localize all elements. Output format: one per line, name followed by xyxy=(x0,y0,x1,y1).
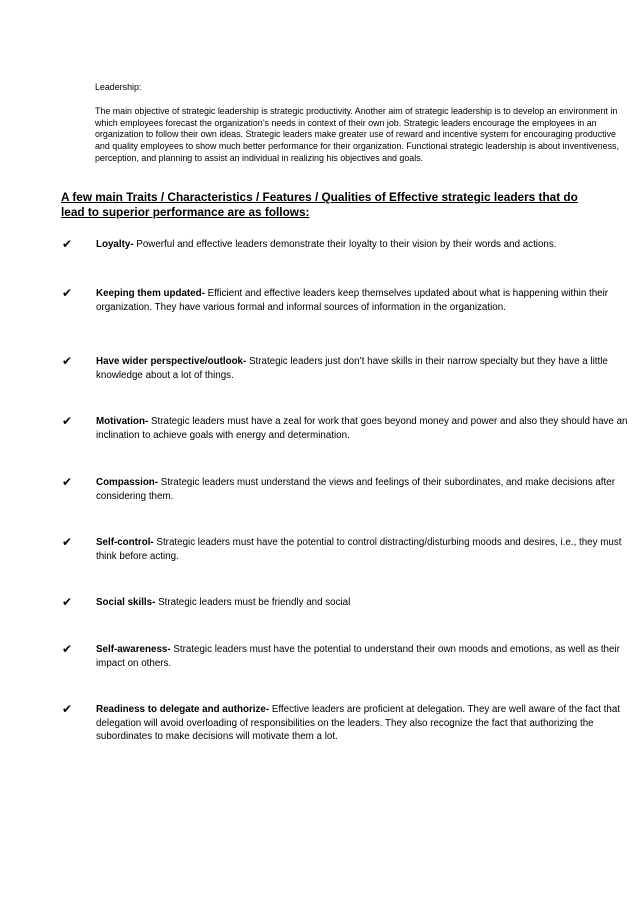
trait-term: Self-control- xyxy=(96,537,154,548)
trait-description: Effective leaders are proficient at delegation. They are well aware of the fact that delegation will avoid overloading of responsibilities on the leaders. They also recognize the fact that authorizing the subordinates to make decisions will motivate them a lot. xyxy=(96,704,621,743)
section-heading: A few main Traits / Characteristics / Features / Qualities of Effective strategic leaders that do lead to superior performance are as follows: xyxy=(61,190,578,219)
trait-term: Readiness to delegate and authorize- xyxy=(96,704,270,715)
trait-description: Powerful and effective leaders demonstrate their loyalty to their vision by their words and actions. xyxy=(133,239,557,250)
trait-term: Social skills- xyxy=(96,597,156,608)
trait-description: Efficient and effective leaders keep themselves updated about what is happening within their organization. They have various formal and informal sources of information in the organization. xyxy=(96,288,609,313)
trait-term: Self-awareness- xyxy=(96,644,171,655)
trait-text xyxy=(96,476,634,503)
check-icon: ✔ xyxy=(62,354,73,368)
trait-text xyxy=(96,415,634,442)
trait-description: Strategic leaders must have the potential to understand their own moods and emotions, as well as their impact on others. xyxy=(96,644,620,669)
trait-item-compassion xyxy=(62,476,634,503)
trait-item-social-skills xyxy=(62,596,634,610)
trait-description: Strategic leaders must have the potential to control distracting/disturbing moods and desires, i.e., they must think before acting. xyxy=(96,537,622,562)
trait-term: Loyalty- xyxy=(96,239,134,250)
trait-item-self-control xyxy=(62,536,634,563)
trait-text xyxy=(96,643,634,670)
trait-item-wider-perspective xyxy=(62,355,634,382)
trait-text xyxy=(96,536,634,563)
trait-text xyxy=(96,596,634,610)
check-icon: ✔ xyxy=(62,237,73,251)
check-icon: ✔ xyxy=(62,642,73,656)
trait-term: Motivation- xyxy=(96,416,149,427)
trait-term: Keeping them updated- xyxy=(96,288,205,299)
trait-text xyxy=(96,355,634,382)
trait-term: Compassion- xyxy=(96,477,159,488)
trait-item-motivation xyxy=(62,415,634,442)
intro-heading: Leadership: xyxy=(95,82,142,92)
check-icon: ✔ xyxy=(62,475,73,489)
trait-term: Have wider perspective/outlook- xyxy=(96,356,247,367)
check-icon: ✔ xyxy=(62,286,73,300)
trait-item-loyalty xyxy=(62,238,634,252)
trait-description: Strategic leaders must have a zeal for work that goes beyond money and power and also they should have an inclination to achieve goals with energy and determination. xyxy=(96,416,628,441)
trait-text xyxy=(96,703,634,744)
check-icon: ✔ xyxy=(62,595,73,609)
check-icon: ✔ xyxy=(62,535,73,549)
intro-paragraph: The main objective of strategic leadership is strategic productivity. Another aim of strategic leadership is to develop an environment in which employees forecast the organization’s needs in context of their own job. Strategic leaders encourage the employees in an organization to follow their own ideas. Strategic leaders make greater use of reward and incentive system for encouraging productive and quality employees to show much better performance for their organization. Functional strategic leadership is about inventiveness, perception, and planning to assist an individual in realizing his objectives and goals. xyxy=(95,105,619,163)
trait-description: Strategic leaders must understand the views and feelings of their subordinates, and make decisions after considering them. xyxy=(96,477,615,502)
trait-description: Strategic leaders must be friendly and social xyxy=(155,597,351,608)
trait-text xyxy=(96,238,634,252)
trait-item-keeping-updated xyxy=(62,287,634,314)
check-icon: ✔ xyxy=(62,414,73,428)
trait-description: Strategic leaders just don’t have skills in their narrow specialty but they have a little knowledge about a lot of things. xyxy=(96,356,608,381)
check-icon: ✔ xyxy=(62,702,73,716)
trait-text xyxy=(96,287,634,314)
trait-item-readiness-to-delegate xyxy=(62,703,634,744)
intro-block xyxy=(95,82,633,165)
trait-item-self-awareness xyxy=(62,643,634,670)
